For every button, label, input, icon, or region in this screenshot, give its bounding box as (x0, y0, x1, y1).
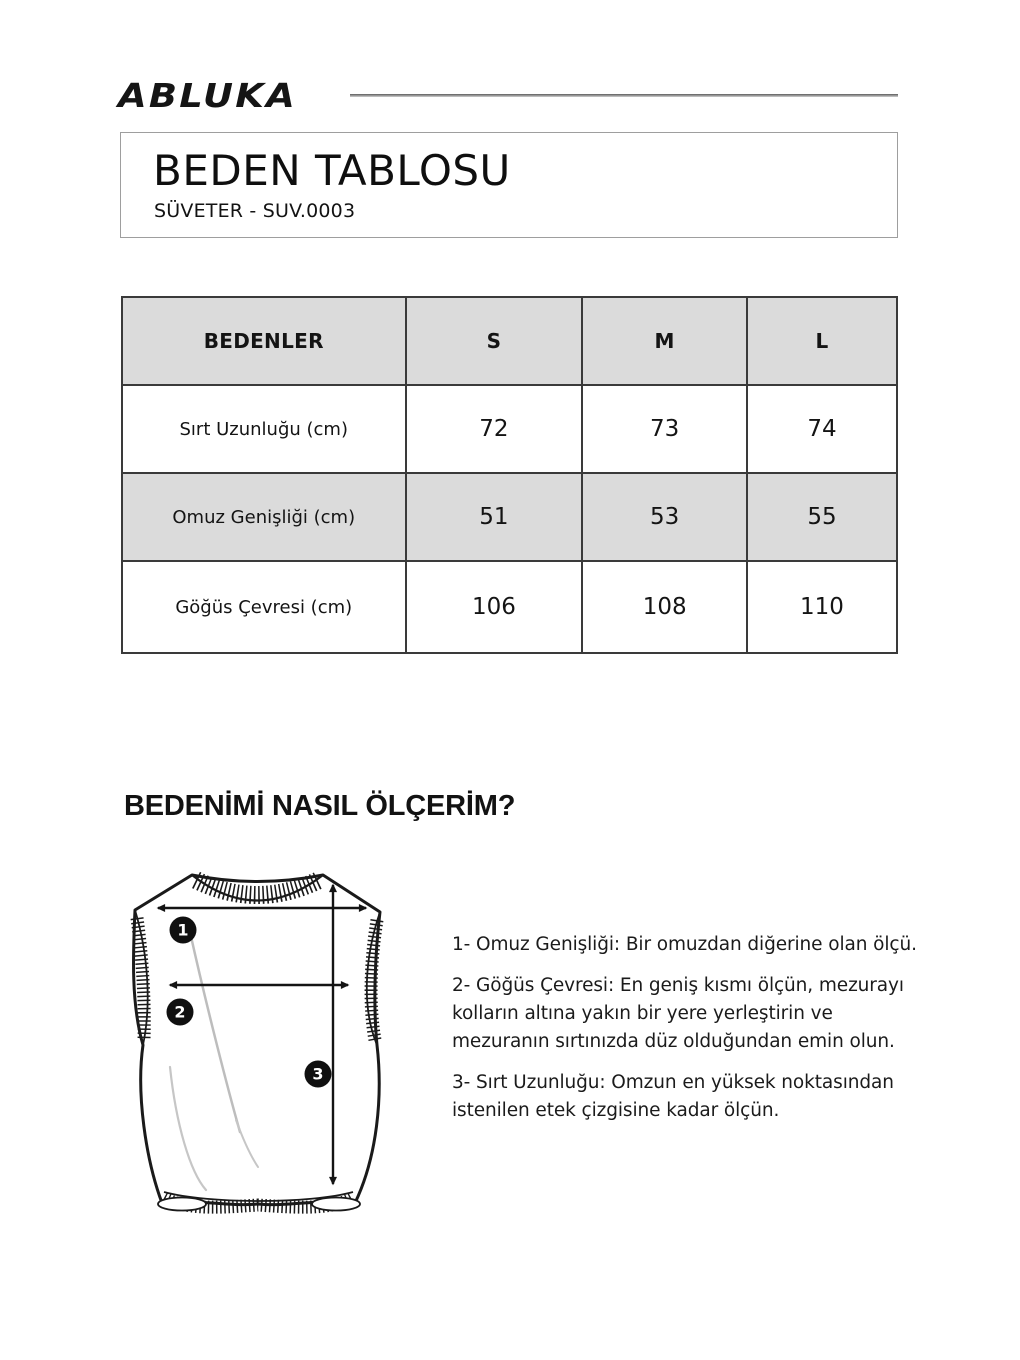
value-l: 110 (747, 561, 897, 653)
marker-badge-3: 3 (305, 1061, 332, 1088)
value-s: 72 (406, 385, 583, 473)
column-header-m: M (582, 297, 747, 385)
brand-divider-line (350, 94, 898, 97)
column-header-s: S (406, 297, 583, 385)
row-label: Sırt Uzunluğu (cm) (122, 385, 406, 473)
row-label: Omuz Genişliği (cm) (122, 473, 406, 561)
product-code-subtitle: SÜVETER - SUV.0003 (154, 200, 356, 223)
sweater-vest-drawing (118, 852, 423, 1237)
measurement-instructions (452, 931, 924, 1138)
garment-diagram (118, 852, 423, 1237)
column-header-sizes: BEDENLER (122, 297, 406, 385)
instruction-back-length: 3- Sırt Uzunluğu: Omzun en yüksek noktasından istenilen etek çizgisine kadar ölçün. (452, 1072, 894, 1121)
value-m: 108 (582, 561, 747, 653)
brand-logo: ABLUKA (118, 76, 298, 115)
page-title: BEDEN TABLOSU (153, 146, 511, 195)
value-m: 73 (582, 385, 747, 473)
value-m: 53 (582, 473, 747, 561)
marker-badge-2: 2 (167, 999, 194, 1026)
value-l: 74 (747, 385, 897, 473)
marker-badge-1: 1 (170, 917, 197, 944)
value-l: 55 (747, 473, 897, 561)
hem-roll-left (158, 1198, 206, 1211)
column-header-l: L (747, 297, 897, 385)
section-heading: BEDENİMİ NASIL ÖLÇERİM? (124, 790, 516, 822)
hem-roll-right (312, 1198, 360, 1211)
value-s: 51 (406, 473, 583, 561)
value-s: 106 (406, 561, 583, 653)
instruction-chest: 2- Göğüs Çevresi: En geniş kısmı ölçün, mezurayı kolların altına yakın bir yere yerleştirin ve mezuranın sırtınızda düz olduğundan emin olun. (452, 975, 904, 1052)
table-row-chest (122, 561, 897, 653)
size-table (121, 296, 898, 654)
title-box (120, 132, 898, 238)
row-label: Göğüs Çevresi (cm) (122, 561, 406, 653)
table-row-back-length (122, 385, 897, 473)
table-row-shoulder-width (122, 473, 897, 561)
instruction-shoulder: 1- Omuz Genişliği: Bir omuzdan diğerine olan ölçü. (452, 934, 917, 955)
size-table-header-row (122, 297, 897, 385)
